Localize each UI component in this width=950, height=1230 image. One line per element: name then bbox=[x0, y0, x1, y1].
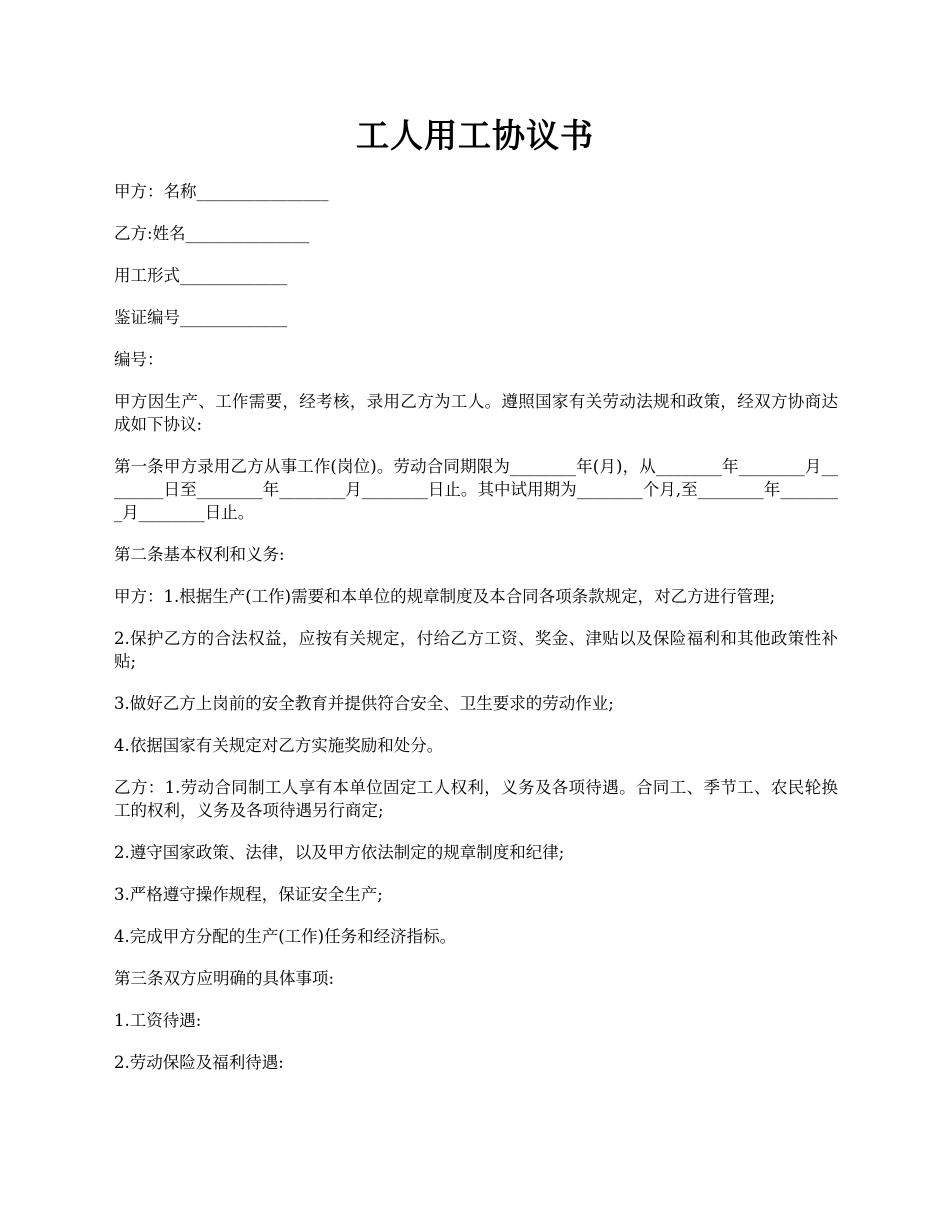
preamble-paragraph: 甲方因生产、工作需要，经考核，录用乙方为工人。遵照国家有关劳动法规和政策，经双方协商达成如下协议: bbox=[114, 392, 838, 434]
document-body bbox=[114, 180, 838, 1093]
employment-form-line: 用工形式_____________ bbox=[114, 266, 288, 285]
party-b-duty-2: 2.遵守国家政策、法律，以及甲方依法制定的规章制度和纪律; bbox=[114, 843, 565, 862]
party-b-duty-4: 4.完成甲方分配的生产(工作)任务和经济指标。 bbox=[114, 927, 457, 946]
article-3-item-1: 1.工资待遇: bbox=[114, 1011, 202, 1030]
article-1-paragraph: 第一条甲方录用乙方从事工作(岗位)。劳动合同期限为________年(月)，从________年________月________日至________年________月________日止。其中试用期为________个月,至________年________月________日止。 bbox=[114, 457, 838, 522]
serial-number-line: 编号： bbox=[114, 350, 164, 369]
article-3-item-2: 2.劳动保险及福利待遇: bbox=[114, 1053, 284, 1072]
article-2-heading: 第二条基本权利和义务: bbox=[114, 545, 285, 564]
party-a-name-line: 甲方：名称________________ bbox=[114, 182, 329, 201]
party-b-name-line: 乙方:姓名_______________ bbox=[114, 224, 310, 243]
party-a-duty-2: 2.保护乙方的合法权益，应按有关规定，付给乙方工资、奖金、津贴以及保险福利和其他政策性补贴; bbox=[114, 629, 838, 671]
article-3-heading: 第三条双方应明确的具体事项: bbox=[114, 969, 335, 988]
party-b-duty-3: 3.严格遵守操作规程，保证安全生产; bbox=[114, 885, 383, 904]
party-a-duty-3: 3.做好乙方上岗前的安全教育并提供符合安全、卫生要求的劳动作业; bbox=[114, 694, 614, 713]
party-a-duty-4: 4.依据国家有关规定对乙方实施奖励和处分。 bbox=[114, 736, 444, 755]
party-b-duty-1: 乙方：1.劳动合同制工人享有本单位固定工人权利，义务及各项待遇。合同工、季节工、农民轮换工的权利，义务及各项待遇另行商定; bbox=[114, 778, 838, 820]
verification-number-line: 鉴证编号_____________ bbox=[114, 308, 288, 327]
document-title: 工人用工协议书 bbox=[356, 116, 594, 155]
party-a-duty-1: 甲方：1.根据生产(工作)需要和本单位的规章制度及本合同各项条款规定，对乙方进行管理; bbox=[114, 587, 776, 606]
